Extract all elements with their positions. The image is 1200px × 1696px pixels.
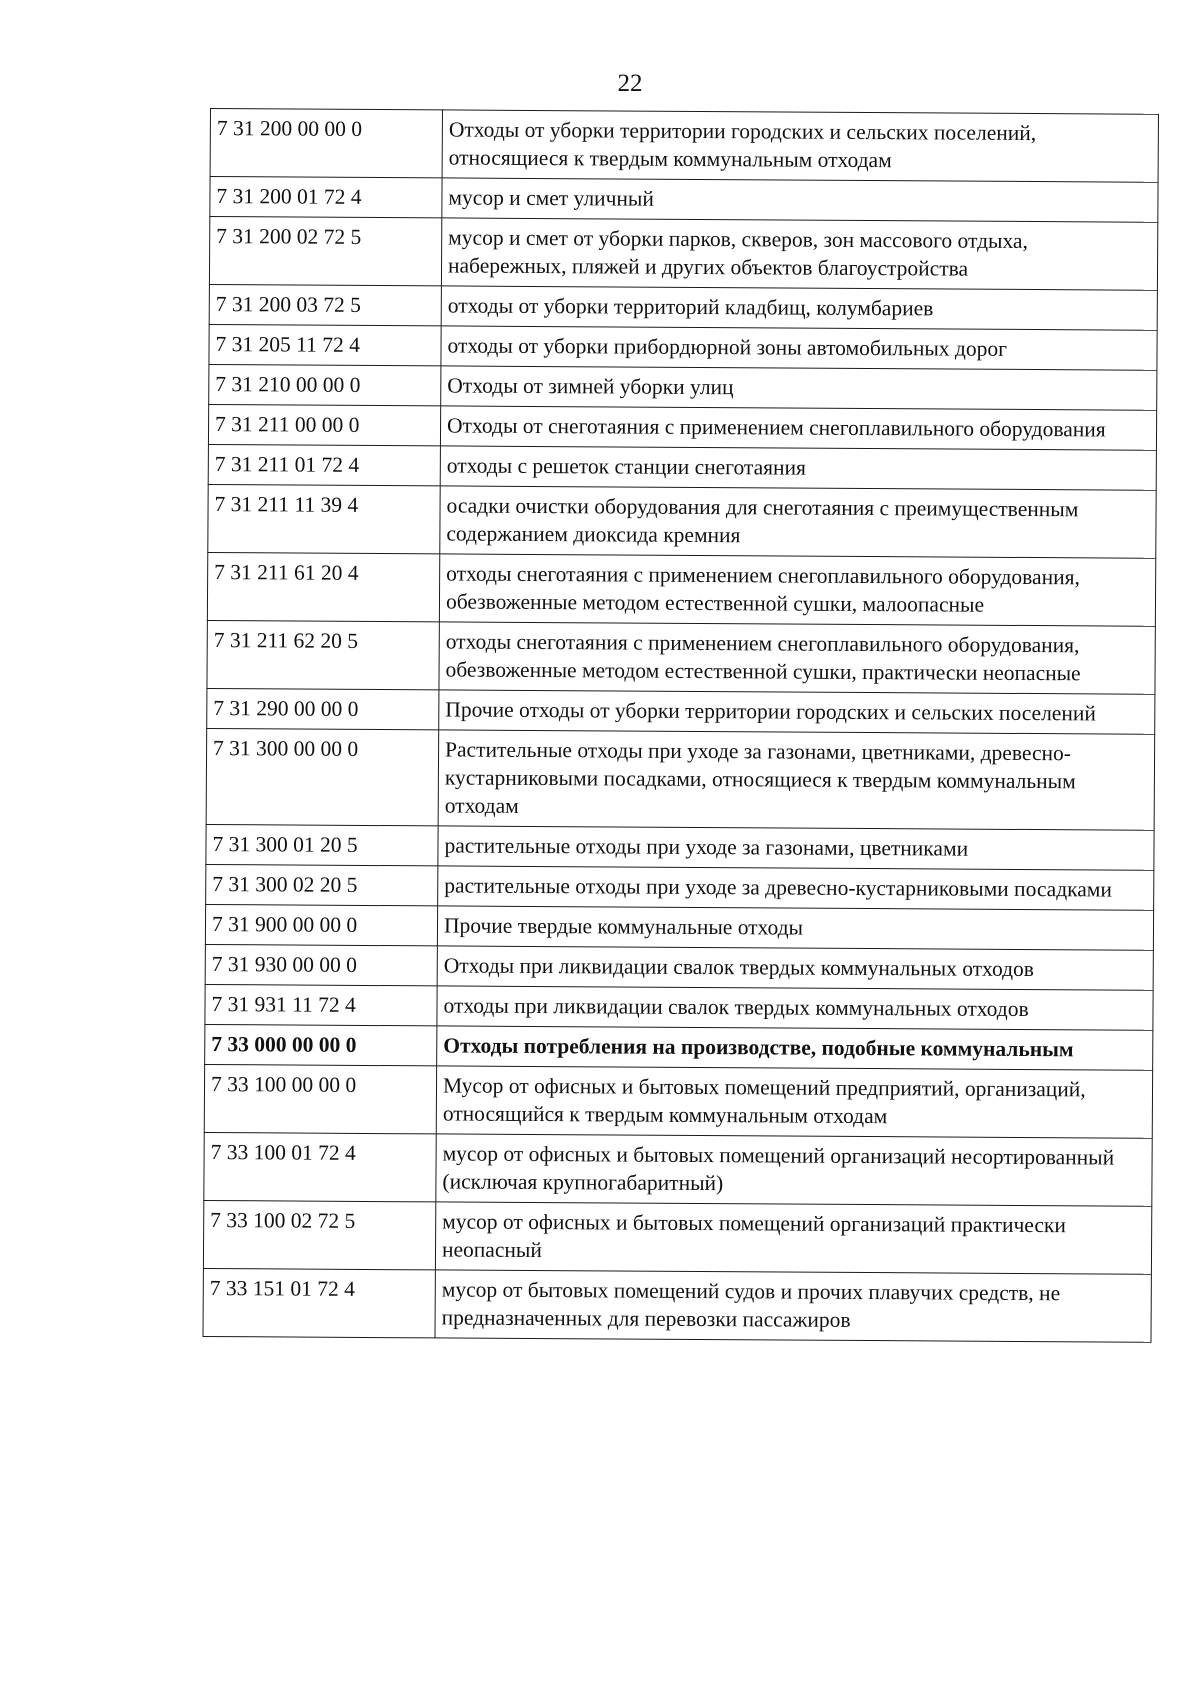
waste-description-cell: мусор от офисных и бытовых помещений организаций практически неопасный bbox=[435, 1202, 1151, 1274]
waste-code-cell: 7 31 200 00 00 0 bbox=[210, 109, 442, 178]
table-body bbox=[203, 109, 1158, 1343]
table-row bbox=[210, 177, 1158, 223]
waste-classification-table-wrapper bbox=[202, 108, 1157, 1343]
table-row bbox=[204, 1064, 1152, 1138]
waste-code-cell: 7 31 211 62 20 5 bbox=[207, 620, 439, 689]
waste-code-cell: 7 33 000 00 00 0 bbox=[205, 1024, 437, 1065]
waste-code-cell: 7 31 300 02 20 5 bbox=[206, 864, 438, 905]
waste-classification-table bbox=[202, 108, 1158, 1343]
table-row bbox=[209, 364, 1157, 410]
waste-description-cell: отходы от уборки прибордюрной зоны автомобильных дорог bbox=[441, 326, 1157, 370]
waste-code-cell: 7 33 151 01 72 4 bbox=[203, 1268, 435, 1337]
waste-description-cell: Растительные отходы при уходе за газонами, цветниками, древесно-кустарниковыми посадками, относящиеся к твердым коммунальным отходам bbox=[438, 730, 1155, 830]
waste-description-cell: мусор и смет уличный bbox=[442, 178, 1158, 222]
waste-description-cell: растительные отходы при уходе за древесно-кустарниковыми посадками bbox=[438, 866, 1154, 910]
waste-code-cell: 7 31 900 00 00 0 bbox=[205, 904, 437, 945]
waste-description-cell: Отходы от уборки территории городских и сельских поселений, относящиеся к твердым коммунальным отходам bbox=[442, 110, 1158, 182]
waste-description-cell: Прочие отходы от уборки территории городских и сельских поселений bbox=[439, 690, 1155, 734]
waste-code-cell: 7 31 300 01 20 5 bbox=[206, 824, 438, 865]
table-row bbox=[209, 324, 1157, 370]
table-row bbox=[206, 824, 1154, 870]
waste-code-cell: 7 31 211 01 72 4 bbox=[208, 444, 440, 485]
waste-description-cell: отходы снеготаяния с применением снегоплавильного оборудования, обезвоженные методом естественной сушки, малоопасные bbox=[439, 554, 1155, 626]
waste-code-cell: 7 33 100 00 00 0 bbox=[204, 1064, 436, 1133]
table-row bbox=[205, 944, 1153, 990]
waste-description-cell: отходы с решеток станции снеготаяния bbox=[440, 446, 1156, 490]
table-row bbox=[209, 217, 1157, 291]
page-number: 22 bbox=[617, 70, 643, 97]
waste-code-cell: 7 31 211 61 20 4 bbox=[207, 552, 439, 621]
table-row bbox=[210, 109, 1158, 183]
waste-code-cell: 7 31 931 11 72 4 bbox=[205, 984, 437, 1025]
waste-description-cell: Отходы от зимней уборки улиц bbox=[441, 366, 1157, 410]
waste-description-cell: Отходы при ликвидации свалок твердых коммунальных отходов bbox=[437, 946, 1153, 990]
waste-code-cell: 7 33 100 01 72 4 bbox=[204, 1132, 436, 1201]
waste-description-cell: мусор от офисных и бытовых помещений организаций несортированный (исключая крупногабаритный) bbox=[436, 1134, 1152, 1206]
table-row bbox=[209, 284, 1157, 330]
waste-description-cell: растительные отходы при уходе за газонами, цветниками bbox=[438, 826, 1154, 870]
table-row bbox=[208, 484, 1156, 558]
waste-description-cell: Отходы потребления на производстве, подобные коммунальным bbox=[437, 1026, 1153, 1070]
table-row bbox=[203, 1200, 1151, 1274]
waste-code-cell: 7 31 210 00 00 0 bbox=[209, 364, 441, 405]
table-row bbox=[208, 404, 1156, 450]
table-row bbox=[204, 1132, 1152, 1206]
table-row bbox=[205, 1024, 1153, 1070]
waste-description-cell: Мусор от офисных и бытовых помещений предприятий, организаций, относящийся к твердым коммунальным отходам bbox=[436, 1066, 1152, 1138]
table-row bbox=[205, 904, 1153, 950]
table-row bbox=[206, 728, 1155, 830]
table-row bbox=[203, 1268, 1151, 1342]
table-row bbox=[206, 864, 1154, 910]
waste-code-cell: 7 31 200 01 72 4 bbox=[210, 177, 442, 218]
waste-description-cell: Отходы от снеготаяния с применением снегоплавильного оборудования bbox=[440, 406, 1156, 450]
waste-code-cell: 7 33 100 02 72 5 bbox=[203, 1200, 435, 1269]
waste-description-cell: осадки очистки оборудования для снеготаяния с преимущественным содержанием диоксида кремния bbox=[440, 486, 1156, 558]
waste-description-cell: Прочие твердые коммунальные отходы bbox=[437, 906, 1153, 950]
waste-description-cell: отходы от уборки территорий кладбищ, колумбариев bbox=[441, 286, 1157, 330]
waste-description-cell: отходы при ликвидации свалок твердых коммунальных отходов bbox=[437, 986, 1153, 1030]
table-row bbox=[205, 984, 1153, 1030]
waste-code-cell: 7 31 211 11 39 4 bbox=[208, 484, 440, 553]
waste-code-cell: 7 31 930 00 00 0 bbox=[205, 944, 437, 985]
waste-code-cell: 7 31 200 02 72 5 bbox=[209, 217, 441, 286]
table-row bbox=[207, 552, 1155, 626]
waste-description-cell: мусор от бытовых помещений судов и прочих плавучих средств, не предназначенных для перевозки пассажиров bbox=[435, 1270, 1151, 1342]
waste-code-cell: 7 31 200 03 72 5 bbox=[209, 284, 441, 325]
waste-code-cell: 7 31 290 00 00 0 bbox=[207, 688, 439, 729]
table-row bbox=[207, 620, 1155, 694]
waste-description-cell: мусор и смет от уборки парков, скверов, зон массового отдыха, набережных, пляжей и других объектов благоустройства bbox=[441, 218, 1157, 290]
waste-description-cell: отходы снеготаяния с применением снегоплавильного оборудования, обезвоженные методом естественной сушки, практически неопасные bbox=[439, 622, 1155, 694]
waste-code-cell: 7 31 211 00 00 0 bbox=[208, 404, 440, 445]
table-row bbox=[208, 444, 1156, 490]
waste-code-cell: 7 31 205 11 72 4 bbox=[209, 324, 441, 365]
waste-code-cell: 7 31 300 00 00 0 bbox=[206, 728, 439, 825]
table-row bbox=[207, 688, 1155, 734]
